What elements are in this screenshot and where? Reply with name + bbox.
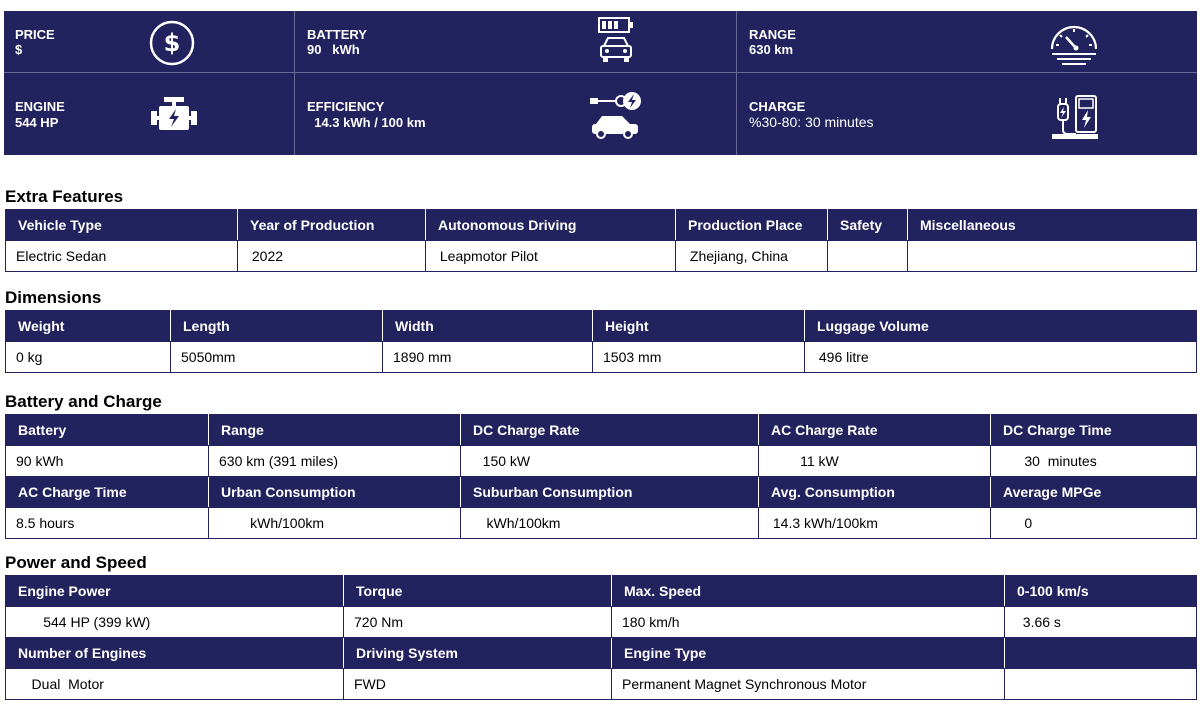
header-cell: Weight — [6, 311, 171, 342]
header-cell: Height — [593, 311, 805, 342]
divider — [294, 11, 295, 155]
extra-features-title: Extra Features — [5, 187, 124, 206]
value-cell: 544 HP (399 kW) — [6, 607, 344, 638]
dimensions-title: Dimensions — [5, 288, 102, 307]
value-cell: Electric Sedan — [6, 241, 238, 272]
header-cell: Luggage Volume — [805, 311, 1197, 342]
battery-label: BATTERY — [307, 27, 367, 42]
value-cell: 90 kWh — [6, 446, 209, 477]
speedometer-icon — [1048, 17, 1100, 67]
ev-plug-car-icon — [586, 90, 642, 140]
header-cell: Suburban Consumption — [461, 477, 759, 508]
table-row — [6, 669, 1197, 700]
table-row — [6, 607, 1197, 638]
car-battery-icon — [596, 16, 636, 68]
header-cell: Battery — [6, 415, 209, 446]
header-cell: AC Charge Time — [6, 477, 209, 508]
svg-text:$: $ — [163, 29, 181, 57]
price-label: PRICE — [15, 27, 55, 42]
value-cell: 150 kW — [461, 446, 759, 477]
efficiency-value: 14.3 kWh / 100 km — [307, 115, 426, 130]
engine-value: 544 HP — [15, 115, 59, 130]
battery-charge-table — [5, 414, 1197, 539]
header-cell: Vehicle Type — [6, 210, 238, 241]
header-cell: Length — [171, 311, 383, 342]
header-cell: DC Charge Time — [991, 415, 1197, 446]
header-cell: AC Charge Rate — [759, 415, 991, 446]
dimensions-table — [5, 310, 1197, 373]
header-cell: 0-100 km/s — [1005, 576, 1197, 607]
range-value: 630 km — [749, 42, 794, 57]
header-cell: Driving System — [344, 638, 612, 669]
efficiency-label: EFFICIENCY — [307, 99, 385, 114]
table-header-row — [6, 311, 1197, 342]
table-header-row — [6, 576, 1197, 607]
value-cell: 2022 — [238, 241, 426, 272]
table-header-row — [6, 638, 1197, 669]
value-cell: 0 kg — [6, 342, 171, 373]
value-cell: 1890 mm — [383, 342, 593, 373]
table-row — [6, 241, 1197, 272]
value-cell: 496 litre — [805, 342, 1197, 373]
value-cell: 0 — [991, 508, 1197, 539]
dollar-circle-icon — [148, 19, 196, 67]
value-cell: Dual Motor — [6, 669, 344, 700]
header-cell: Safety — [828, 210, 908, 241]
header-cell: Miscellaneous — [908, 210, 1197, 241]
value-cell: 11 kW — [759, 446, 991, 477]
header-cell: DC Charge Rate — [461, 415, 759, 446]
value-cell: kWh/100km — [461, 508, 759, 539]
value-cell — [828, 241, 908, 272]
charge-label: CHARGE — [749, 99, 806, 114]
header-cell: Autonomous Driving — [426, 210, 676, 241]
header-cell: Production Place — [676, 210, 828, 241]
header-cell — [1005, 638, 1197, 669]
value-cell: FWD — [344, 669, 612, 700]
value-cell — [908, 241, 1197, 272]
header-cell: Urban Consumption — [209, 477, 461, 508]
table-header-row — [6, 477, 1197, 508]
engine-label: ENGINE — [15, 99, 65, 114]
value-cell: kWh/100km — [209, 508, 461, 539]
table-row — [6, 446, 1197, 477]
value-cell: 720 Nm — [344, 607, 612, 638]
charge-value: %30-80: 30 minutes — [749, 114, 874, 130]
header-cell: Max. Speed — [612, 576, 1005, 607]
header-cell: Average MPGe — [991, 477, 1197, 508]
divider — [736, 11, 737, 155]
price-value: $ — [15, 42, 23, 57]
header-cell: Number of Engines — [6, 638, 344, 669]
header-cell: Year of Production — [238, 210, 426, 241]
table-row — [6, 508, 1197, 539]
value-cell: 1503 mm — [593, 342, 805, 373]
engine-icon — [148, 94, 200, 134]
value-cell: 5050mm — [171, 342, 383, 373]
charging-station-icon — [1048, 90, 1100, 142]
spec-summary-panel — [4, 11, 1197, 155]
value-cell: 630 km (391 miles) — [209, 446, 461, 477]
value-cell: Permanent Magnet Synchronous Motor — [612, 669, 1005, 700]
header-cell: Torque — [344, 576, 612, 607]
value-cell: 30 minutes — [991, 446, 1197, 477]
value-cell: 180 km/h — [612, 607, 1005, 638]
value-cell: 3.66 s — [1005, 607, 1197, 638]
power-speed-table — [5, 575, 1197, 700]
header-cell: Engine Power — [6, 576, 344, 607]
value-cell: Zhejiang, China — [676, 241, 828, 272]
value-cell: Leapmotor Pilot — [426, 241, 676, 272]
table-header-row — [6, 415, 1197, 446]
header-cell: Range — [209, 415, 461, 446]
table-header-row — [6, 210, 1197, 241]
value-cell — [1005, 669, 1197, 700]
range-label: RANGE — [749, 27, 796, 42]
battery-charge-title: Battery and Charge — [5, 392, 162, 411]
extra-features-table — [5, 209, 1197, 272]
value-cell: 14.3 kWh/100km — [759, 508, 991, 539]
table-row — [6, 342, 1197, 373]
header-cell: Engine Type — [612, 638, 1005, 669]
header-cell: Width — [383, 311, 593, 342]
battery-value: 90 kWh — [307, 42, 360, 57]
power-speed-title: Power and Speed — [5, 553, 147, 572]
value-cell: 8.5 hours — [6, 508, 209, 539]
header-cell: Avg. Consumption — [759, 477, 991, 508]
divider — [4, 72, 1197, 73]
